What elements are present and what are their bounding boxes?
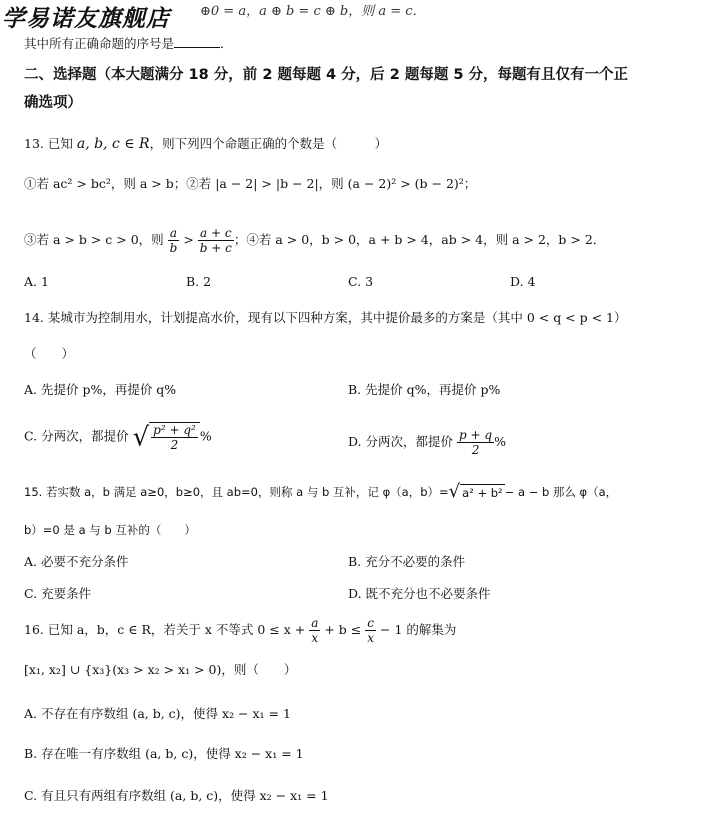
q15-option-a[interactable]: A. 必要不充分条件 [24,554,129,569]
fraction-c-over-x: $\frac{c}{x}$ [367,616,375,645]
q13-stem-math: a, b, c ∈ R [76,136,150,152]
q13-stem-end: ，则下列四个命题正确的个数是（ ） [149,136,388,151]
section-title-line-2: 确选项） [24,95,82,111]
q13-stem [24,136,387,152]
fraction-a-over-b: $\frac{a}{b}$ [169,226,178,255]
answer-blank[interactable] [174,37,220,48]
watermark-text: 学易诺友旗舰店 [2,6,170,32]
q14-option-a[interactable]: A. 先提价 p%，再提价 q% [24,382,177,397]
q14-answer-paren: （ ） [24,346,75,361]
sqrt-symbol: √ a² + b² [448,481,503,502]
q13-prop3-text: ③若 a > b > c > 0，则 [24,232,164,247]
sqrt-symbol: √ $\frac{\text{p² + q²}}{2}$ [133,422,200,452]
q15-stem-end: − a − b 那么 φ（a， [504,485,618,499]
q15-option-b[interactable]: B. 充分不必要的条件 [348,554,466,569]
q16-stem-mid: + b ≤ [324,622,362,637]
q15-option-d[interactable]: D. 既不充分也不必要条件 [348,586,491,601]
q15-stem-text: 15. 若实数 a，b 满足 a≥0，b≥0，且 ab=0，则称 a 与 b 互补，记 φ（a，b）= [24,485,449,499]
q13-option-c[interactable]: C. 3 [348,274,374,289]
q14-option-b[interactable]: B. 先提价 q%，再提价 p% [348,382,501,397]
q15-option-c[interactable]: C. 充要条件 [24,586,92,601]
q14-option-d[interactable] [348,428,506,457]
fraction-pq-over-2: $\frac{p + q}{2}$ [459,428,493,457]
q16-stem-text: 16. 已知 a，b，c ∈ R，若关于 x 不等式 0 ≤ x + [24,622,306,637]
q16-stem-line-2: [x₁, x₂] ∪ {x₃}(x₃ > x₂ > x₁ > 0)，则（ ） [24,662,297,677]
q13-option-b[interactable]: B. 2 [186,274,212,289]
q16-stem-line-1 [24,616,456,645]
previous-line-fragment: ⊕0 = a，a ⊕ b = c ⊕ b，则 a = c． [200,4,426,19]
q14-c-percent: % [199,428,212,444]
q15-stem-line-2: b）=0 是 a 与 b 互补的（ ） [24,523,196,537]
q16-stem-end: − 1 的解集为 [380,622,457,637]
section-title-line-1: 二、选择题（本大题满分 18 分，前 2 题每题 4 分，后 2 题每题 5 分，每题有且仅有一个正 [24,67,629,83]
q14-d-percent: % [494,434,506,449]
q13-propositions-1-2: ①若 ac² > bc²，则 a > b；②若 |a − 2| > |b − 2|，则 (a − 2)² > (b − 2)²； [24,176,477,191]
fill-in-line [24,36,233,52]
q14-c-text: C. 分两次，都提价 [24,428,129,444]
q16-option-b[interactable]: B. 存在唯一有序数组 (a, b, c)，使得 x₂ − x₁ = 1 [24,746,304,761]
fraction-a-over-x: $\frac{a}{x}$ [311,616,319,645]
q14-d-text: D. 分两次，都提价 [348,434,454,449]
q16-option-a[interactable]: A. 不存在有序数组 (a, b, c)，使得 x₂ − x₁ = 1 [24,706,291,721]
fraction-ac-over-bc: $\frac{a + c}{b + c}$ [199,226,232,255]
q15-stem-line-1 [24,481,618,502]
fraction-p2q2-over-2: $\frac{\text{p² + q²}}{2}$ [153,423,196,452]
q13-gt: > [183,232,194,247]
q13-option-d[interactable]: D. 4 [510,274,536,289]
q14-option-c[interactable] [24,422,212,452]
q13-prop4-text: ；④若 a > 0，b > 0，a + b > 4，ab > 4，则 a > 2，b > 2． [233,232,606,247]
q14-stem: 14. 某城市为控制用水，计划提高水价，现有以下四种方案，其中提价最多的方案是（其中 0 < q < p < 1） [24,310,627,325]
q13-propositions-3-4 [24,226,605,255]
q13-option-a[interactable]: A. 1 [24,274,49,289]
fill-in-end: ． [220,36,233,51]
q13-stem-text: 13. 已知 [24,136,73,151]
fill-in-text: 其中所有正确命题的序号是 [24,36,175,51]
q16-option-c[interactable]: C. 有且只有两组有序数组 (a, b, c)，使得 x₂ − x₁ = 1 [24,788,329,803]
